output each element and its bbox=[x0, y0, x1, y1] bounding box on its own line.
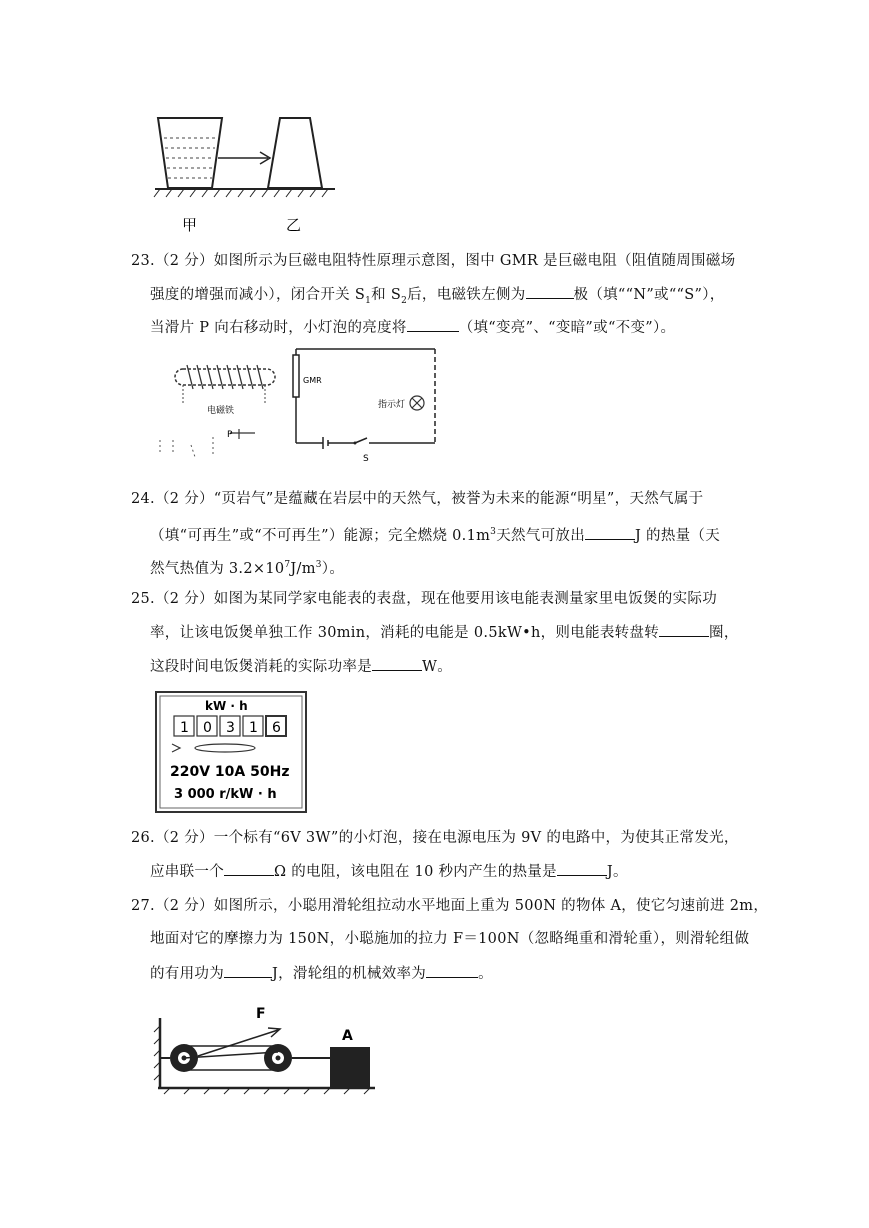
q25-blank-power[interactable] bbox=[372, 656, 422, 671]
q24-line3: 然气热值为 $3.2\times 10^7J/m^3$）。 bbox=[150, 560, 345, 577]
meter-digit-1: 1 bbox=[180, 720, 189, 736]
q27-blank-useful-work[interactable] bbox=[224, 963, 272, 978]
q27-line3: 的有用功为 J，滑轮组的机械效率为 。 bbox=[150, 963, 493, 984]
meter-digit-4: 1 bbox=[249, 720, 258, 736]
meter-digit-2: 0 bbox=[203, 720, 212, 736]
q27-blank-efficiency[interactable] bbox=[426, 963, 478, 978]
meter-digit-3: 3 bbox=[226, 720, 235, 736]
q26-line2: 应串联一个 Ω 的电阻，该电阻在 10 秒内产生的热量是 J。 bbox=[150, 861, 628, 882]
q25-blank-revolutions[interactable] bbox=[659, 622, 709, 637]
q24-blank-heat[interactable] bbox=[585, 525, 635, 540]
figure-22-containers bbox=[150, 110, 340, 240]
figure-23-gmr-circuit bbox=[155, 345, 440, 470]
figure-25-energy-meter bbox=[150, 690, 310, 815]
q24-line1: 24.（2 分）“页岩气”是蕴藏在岩层中的天然气，被誉为未来的能源“明星”，天然气属于 bbox=[131, 491, 704, 507]
label-force-f: F bbox=[256, 1006, 266, 1022]
meter-rate: 3 000 r/kW · h bbox=[174, 787, 277, 802]
q23-blank-brightness[interactable] bbox=[407, 317, 459, 332]
q27-line1: 27.（2 分）如图所示，小聪用滑轮组拉动水平地面上重为 500N 的物体 A，使它匀速前进 2m， bbox=[131, 898, 769, 914]
label-electromagnet: 电磁铁 bbox=[207, 406, 235, 416]
q26-blank-resistance[interactable] bbox=[224, 861, 274, 876]
label-gmr: GMR bbox=[303, 376, 322, 385]
label-indicator: 指示灯 bbox=[378, 400, 406, 410]
q25-line2: 率，让该电饭煲单独工作 30min，消耗的电能是 0.5kW•h，则电能表转盘转 圈， bbox=[150, 622, 739, 643]
q23-line1: 23.（2 分）如图所示为巨磁电阻特性原理示意图，图中 GMR 是巨磁电阻（阻值随周围磁场 bbox=[131, 253, 736, 269]
label-object-a: A bbox=[342, 1028, 353, 1044]
q23-line3: 当滑片 P 向右移动时，小灯泡的亮度将 （填“变亮”、“变暗”或“不变”）。 bbox=[150, 317, 675, 338]
meter-spec: 220V 10A 50Hz bbox=[170, 764, 290, 780]
q25-line3: 这段时间电饭煲消耗的实际功率是 W。 bbox=[150, 656, 452, 677]
meter-unit: kW · h bbox=[205, 699, 248, 713]
q23-blank-pole[interactable] bbox=[526, 284, 574, 299]
q25-line1: 25.（2 分）如图为某同学家电能表的表盘，现在他要用该电能表测量家里电饭煲的实际功 bbox=[131, 591, 717, 607]
q27-line2: 地面对它的摩擦力为 150N，小聪施加的拉力 F＝100N（忽略绳重和滑轮重），则滑轮组做 bbox=[150, 931, 750, 947]
label-p: P bbox=[227, 430, 233, 440]
q24-line2: （填“可再生”或“不可再生”）能源；完全燃烧 $0.1m^3$天然气可放出 J 的热量（天 bbox=[150, 522, 720, 546]
label-jia: 甲 bbox=[182, 216, 198, 234]
figure-27-pulley bbox=[150, 1000, 380, 1095]
q26-line1: 26.（2 分）一个标有“6V 3W”的小灯泡，接在电源电压为 9V 的电路中，为使其正常发光， bbox=[131, 830, 739, 846]
label-s: S bbox=[363, 454, 369, 464]
meter-digit-5: 6 bbox=[272, 720, 281, 736]
q26-blank-heat[interactable] bbox=[557, 861, 607, 876]
q23-line2: 强度的增强而减小），闭合开关 $S_1$和 $S_2$后，电磁铁左侧为 极（填““N”或““S”）， bbox=[150, 284, 725, 311]
label-yi: 乙 bbox=[286, 216, 302, 234]
